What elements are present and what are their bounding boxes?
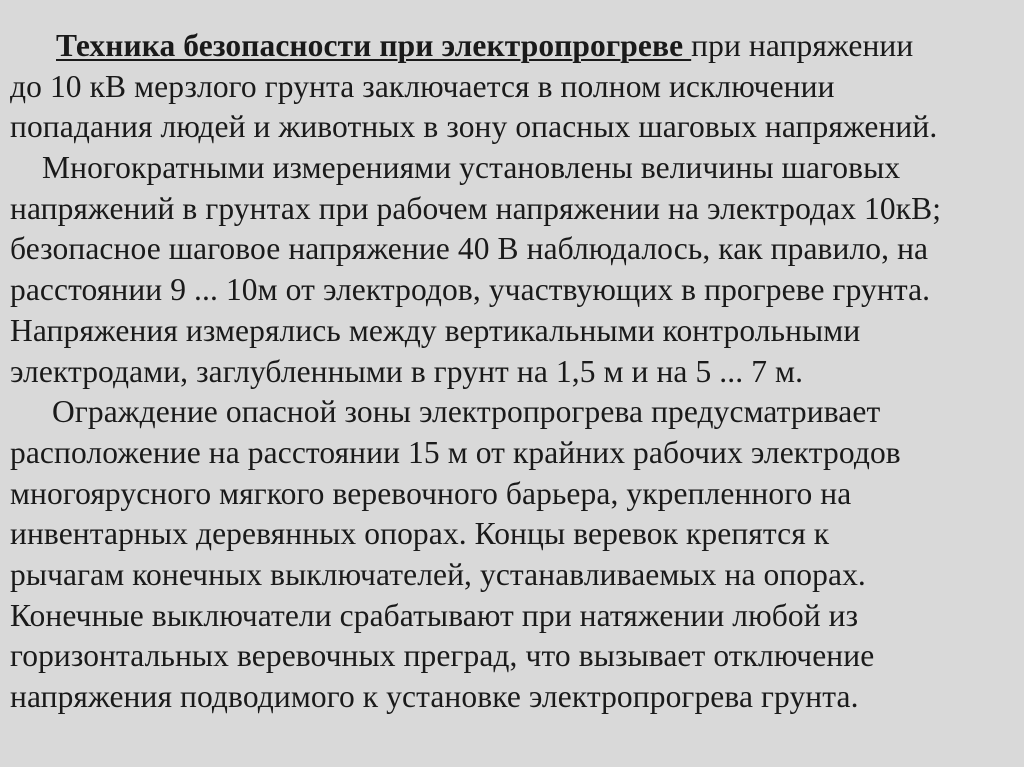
body-text <box>10 26 1014 718</box>
text-line-2: до 10 кВ мерзлого грунта заключается в полном исключении <box>10 68 835 104</box>
text-line-4 <box>10 148 1014 189</box>
text-line-15: Конечные выключатели срабатывают при натяжении любой из <box>10 597 859 633</box>
text-line-8: Напряжения измерялись между вертикальными контрольными <box>10 312 861 348</box>
text-line-1-rest: при напряжении <box>691 28 914 63</box>
text-line-16: горизонтальных веревочных преград, что вызывает отключение <box>10 638 875 674</box>
text-line-11: расположение на расстоянии 15 м от крайних рабочих электродов <box>10 434 901 470</box>
text-line-5: напряжений в грунтах при рабочем напряжении на электродах 10кВ; <box>10 190 942 226</box>
section-title: Техника безопасности при электропрогреве <box>56 28 692 63</box>
text-line-4-content: Многократными измерениями установлены величины шаговых <box>42 150 901 186</box>
text-line-6: безопасное шаговое напряжение 40 В наблюдалось, как правило, на <box>10 231 929 267</box>
text-line-7: расстоянии 9 ... 10м от электродов, участвующих в прогреве грунта. <box>10 272 931 308</box>
text-line-1 <box>10 26 1014 67</box>
text-line-13: инвентарных деревянных опорах. Концы веревок крепятся к <box>10 516 830 552</box>
text-line-14: рычагам конечных выключателей, устанавливаемых на опорах. <box>10 556 866 592</box>
text-line-3: попадания людей и животных в зону опасных шаговых напряжений. <box>10 109 938 145</box>
text-line-9: электродами, заглубленными в грунт на 1,5 м и на 5 ... 7 м. <box>10 353 804 389</box>
text-line-10-content: Ограждение опасной зоны электропрогрева предусматривает <box>52 394 881 430</box>
text-line-12: многоярусного мягкого веревочного барьера, укрепленного на <box>10 475 852 511</box>
text-line-10 <box>10 392 1014 433</box>
text-line-17: напряжения подводимого к установке электропрогрева грунта. <box>10 679 859 714</box>
